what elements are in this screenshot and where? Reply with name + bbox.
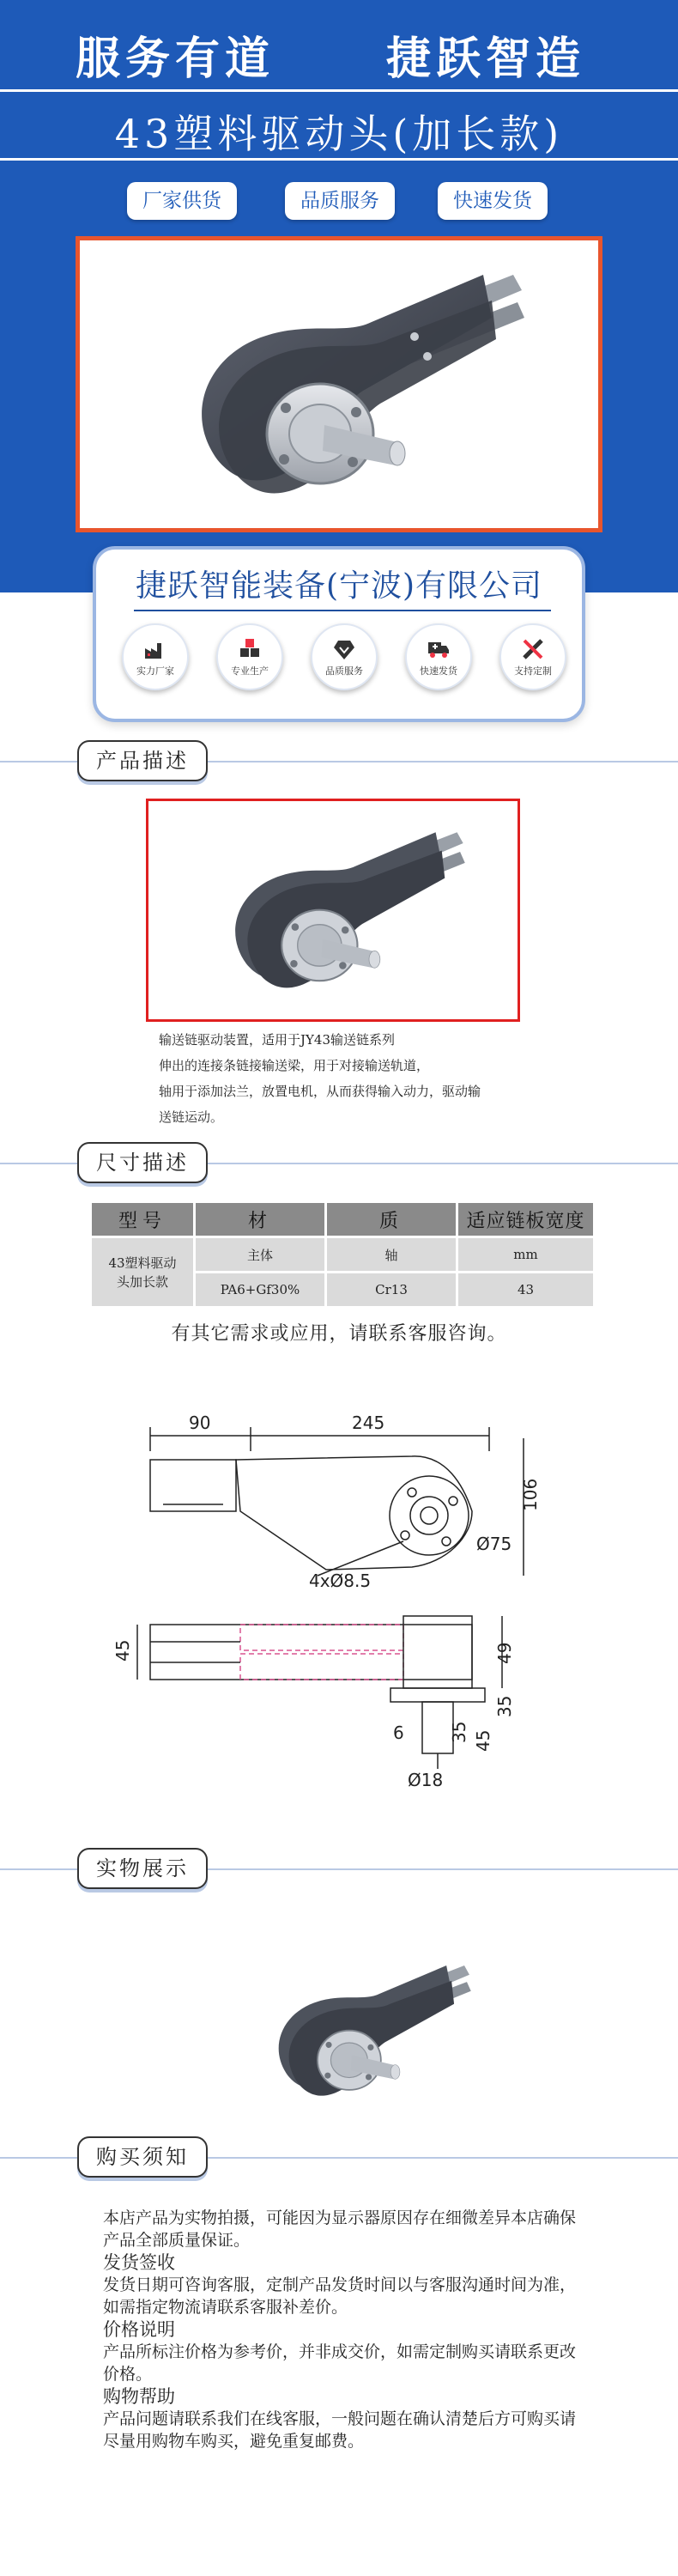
- dim-label: 45: [112, 1639, 133, 1662]
- notice-body: 产品问题请联系我们在线客服，一般问题在确认清楚后方可购买请尽量用购物车购买，避免重复邮费。: [103, 2409, 577, 2451]
- divider: [0, 89, 678, 92]
- diamond-icon: [331, 636, 357, 662]
- spec-cell: PA6+Gf30%: [196, 1273, 324, 1306]
- description-line: 轴用于添加法兰，放置电机，从而获得输入动力，驱动输: [159, 1084, 481, 1099]
- feature-label: 专业生产: [231, 665, 269, 677]
- description-line: 伸出的连接条链接输送梁，用于对接输送轨道，: [159, 1058, 430, 1073]
- feature-label: 快速发货: [420, 665, 457, 677]
- truck-icon: [426, 636, 451, 662]
- feature-shipping: [405, 623, 472, 690]
- spec-note: 有其它需求或应用，请联系客服咨询。: [171, 1323, 507, 1345]
- dim-label: 245: [352, 1413, 385, 1433]
- pencil-ruler-icon: [520, 636, 546, 662]
- section-heading-notice: 购买须知: [77, 2136, 208, 2178]
- company-name: 捷跃智能装备(宁波)有限公司: [135, 568, 543, 604]
- feature-label: 实力厂家: [136, 665, 174, 677]
- dim-label: Ø75: [476, 1534, 512, 1554]
- feature-factory: [122, 623, 189, 690]
- spec-cell: 轴: [327, 1238, 456, 1271]
- slogan-left: 服务有道: [76, 33, 275, 85]
- spec-cell: Cr13: [327, 1273, 456, 1306]
- spec-table: [89, 1200, 596, 1309]
- boxes-icon: [237, 636, 263, 662]
- feature-label: 支持定制: [514, 665, 552, 677]
- dim-label: 49: [494, 1642, 515, 1664]
- spec-header: 型号: [92, 1203, 193, 1236]
- feature-customization: [499, 623, 566, 690]
- feature-production: [216, 623, 283, 690]
- drive-head-illustration: [80, 240, 598, 528]
- real-product-photo: [206, 1923, 515, 2138]
- divider: [0, 158, 678, 161]
- dim-label: 90: [189, 1413, 211, 1433]
- spec-model: 43塑料驱动头加长款: [92, 1238, 193, 1306]
- slogan-right: 捷跃智造: [386, 33, 586, 85]
- spec-header: 质: [327, 1203, 456, 1236]
- divider: [134, 610, 551, 611]
- description-line: 输送链驱动装置，适用于JY43输送链系列: [159, 1032, 396, 1048]
- feature-label: 品质服务: [325, 665, 363, 677]
- feature-quality: [311, 623, 378, 690]
- notice-intro: 本店产品为实物拍摄，可能因为显示器原因存在细微差异本店确保产品全部质量保证。: [103, 2208, 577, 2250]
- notice-title: 发货签收: [103, 2252, 175, 2273]
- tag-fast-shipping: 快速发货: [438, 182, 548, 220]
- spec-header: 材: [196, 1203, 324, 1236]
- dim-label: Ø18: [408, 1770, 444, 1790]
- dim-label: 106: [520, 1478, 541, 1511]
- spec-cell: mm: [458, 1238, 593, 1271]
- notice-body: 产品所标注价格为参考价，并非成交价，如需定制购买请联系更改价格。: [103, 2342, 577, 2384]
- spec-cell: 主体: [196, 1238, 324, 1271]
- dim-label: 35: [494, 1695, 515, 1717]
- hero-product-photo: [76, 236, 602, 532]
- factory-icon: [142, 636, 168, 662]
- section-heading-dimensions: 尺寸描述: [77, 1142, 208, 1183]
- section-heading-real-photos: 实物展示: [77, 1848, 208, 1889]
- description-text: [159, 1027, 536, 1130]
- spec-header: 适应链板宽度: [458, 1203, 593, 1236]
- tag-quality-service: 品质服务: [285, 182, 395, 220]
- company-card: [93, 546, 585, 722]
- purchase-notice: [103, 2207, 584, 2452]
- drive-head-illustration: [206, 1923, 515, 2138]
- dim-label: 4xØ8.5: [309, 1571, 372, 1591]
- technical-drawing: [69, 1391, 601, 1803]
- spec-cell: 43: [458, 1273, 593, 1306]
- description-line: 送链运动。: [159, 1109, 224, 1125]
- dim-label: 35: [449, 1721, 469, 1743]
- tag-factory-supply: 厂家供货: [127, 182, 237, 220]
- notice-title: 购物帮助: [103, 2386, 175, 2407]
- description-product-photo: [146, 799, 520, 1022]
- dim-label: 6: [393, 1722, 404, 1743]
- product-title: 43塑料驱动头(加长款): [114, 111, 564, 157]
- dim-label: 45: [473, 1729, 493, 1752]
- notice-title: 价格说明: [103, 2319, 175, 2340]
- section-heading-description: 产品描述: [77, 740, 208, 781]
- drive-head-illustration: [148, 801, 518, 1019]
- notice-body: 发货日期可咨询客服，定制产品发货时间以与客服沟通时间为准，如需指定物流请联系客服补差价。: [103, 2275, 577, 2317]
